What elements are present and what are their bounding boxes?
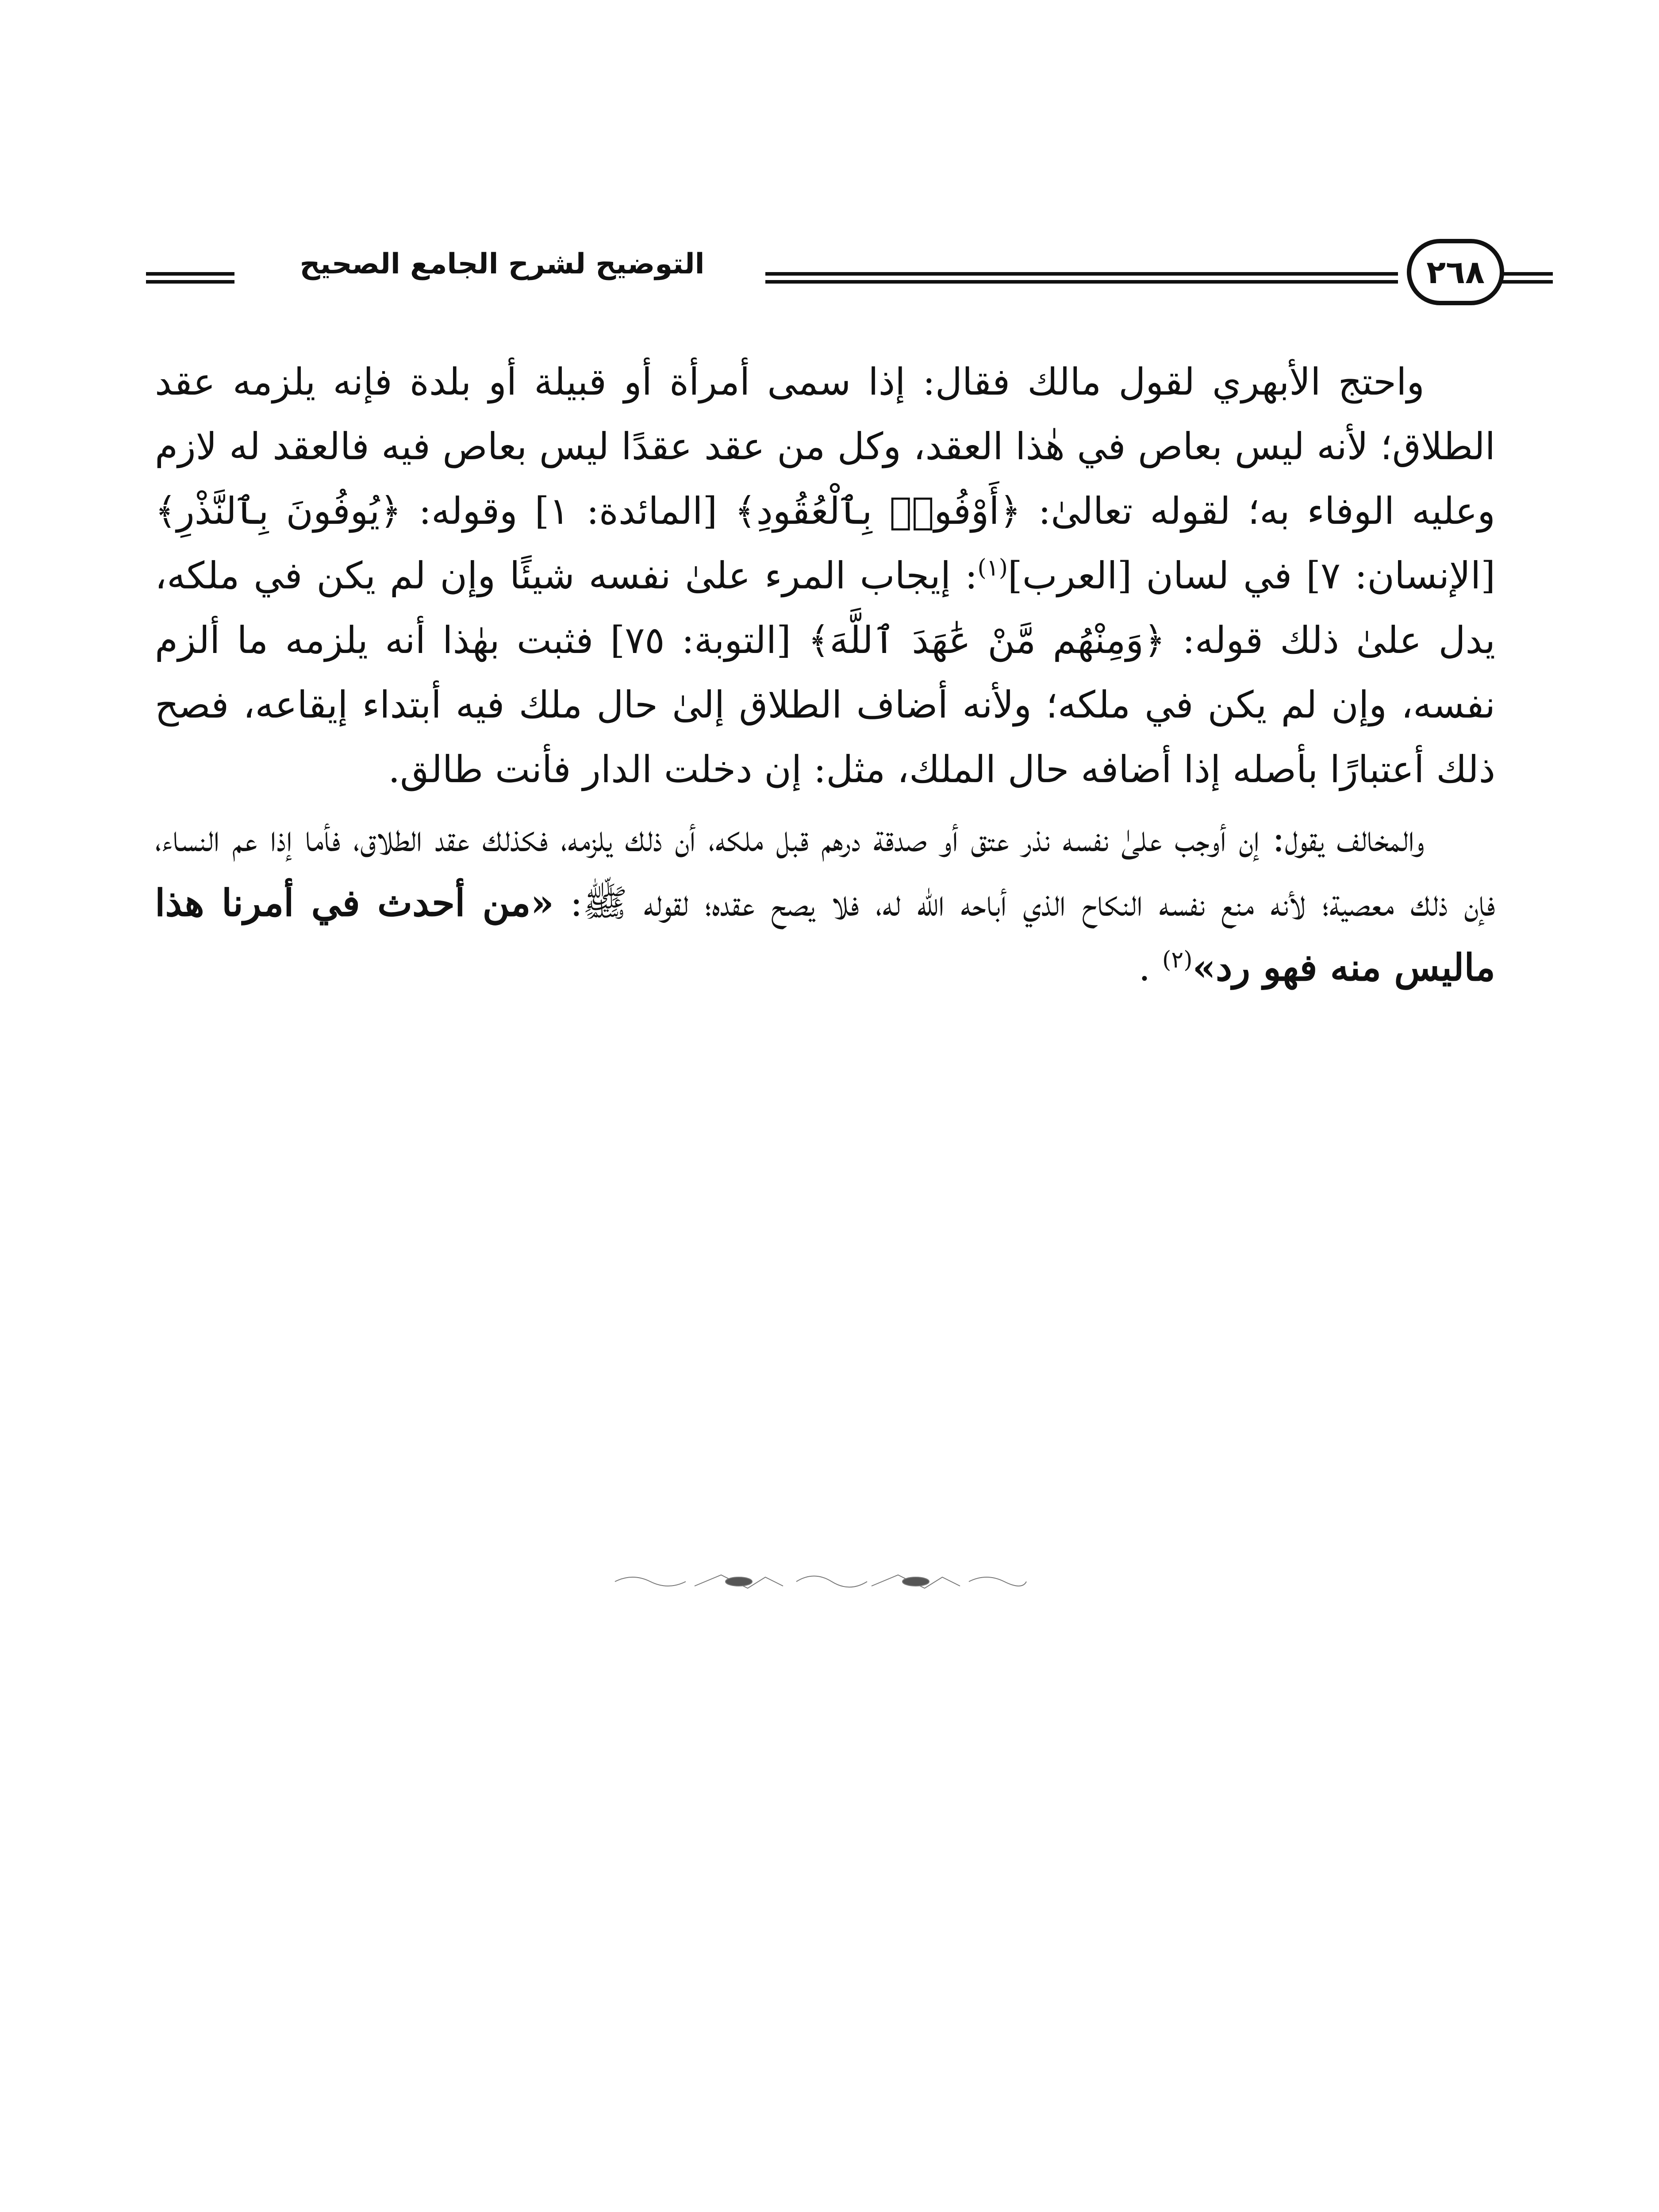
- page-header: [146, 230, 1509, 327]
- header-rule-left: [146, 272, 234, 284]
- section-divider-ornament: [606, 1568, 1031, 1595]
- text-run: والمخالف يقول: إن أوجب علىٰ نفسه نذر عتق أو صدقة درهم قبل ملكه، أن ذلك يلزمه، فكذلك عقد الطلاق، فأما إذا عم النساء، فإن ذلك معصية؛ لأنه منع نفسه النكاح الذي أباحه الله له، فلا يصح عقده؛ لقوله ﷺ:: [155, 817, 1495, 925]
- text-run: [التوبة: ٧٥] فثبت بهٰذا أنه يلزمه ما ألزم نفسه، وإن لم يكن في ملكه؛ ولأنه أضاف الطلاق إلىٰ حال ملك فيه أبتداء إيقاعه، فصح ذلك أعتبارًا بأصله إذا أضافه حال الملك، مثل: إن دخلت الدار فأنت طالق.: [155, 618, 1495, 791]
- text-run: [المائدة: ١] وقوله:: [401, 489, 735, 533]
- quran-quote: ﴿يُوفُونَ بِٱلنَّذْرِ﴾: [155, 489, 402, 533]
- quran-quote: ﴿وَمِنْهُم مَّنْ عَٰهَدَ ٱللَّهَ﴾: [808, 618, 1166, 662]
- page-number-badge: [1407, 239, 1504, 305]
- main-text: [155, 349, 1495, 1000]
- footnote-ref: (١): [977, 555, 1008, 581]
- footnote-ref: (٢): [1162, 947, 1193, 973]
- page-number: ٢٦٨: [1426, 253, 1485, 291]
- text-run: .: [1138, 946, 1162, 989]
- header-rule-right: [1500, 272, 1553, 284]
- running-title: التوضيح لشرح الجامع الصحيح: [300, 248, 705, 280]
- quran-quote: ﴿أَوْفُوا۟ بِٱلْعُقُودِ﴾: [734, 489, 1021, 533]
- text-run: [الإنسان: ٧] في لسان [العرب]: [1008, 554, 1495, 597]
- text-run: : إيجاب المرء علىٰ نفسه شيئًا وإن لم يكن في ملكه، يدل علىٰ ذلك قوله:: [155, 554, 1495, 662]
- hadith-quote: «من أحدث في أمرنا هذا ماليس منه فهو رد»: [155, 881, 1495, 989]
- paragraph: [155, 349, 1495, 802]
- header-rule-middle: [765, 272, 1398, 284]
- paragraph: [155, 806, 1495, 1000]
- text-run: واحتج الأبهري لقول مالك فقال: إذا سمى أمرأة أو قبيلة أو بلدة فإنه يلزمه عقد الطلاق؛ لأنه ليس بعاص في هٰذا العقد، وكل من عقد عقدًا ليس بعاص فيه فالعقد له لازم وعليه الوفاء به؛ لقوله تعالىٰ:: [155, 360, 1495, 533]
